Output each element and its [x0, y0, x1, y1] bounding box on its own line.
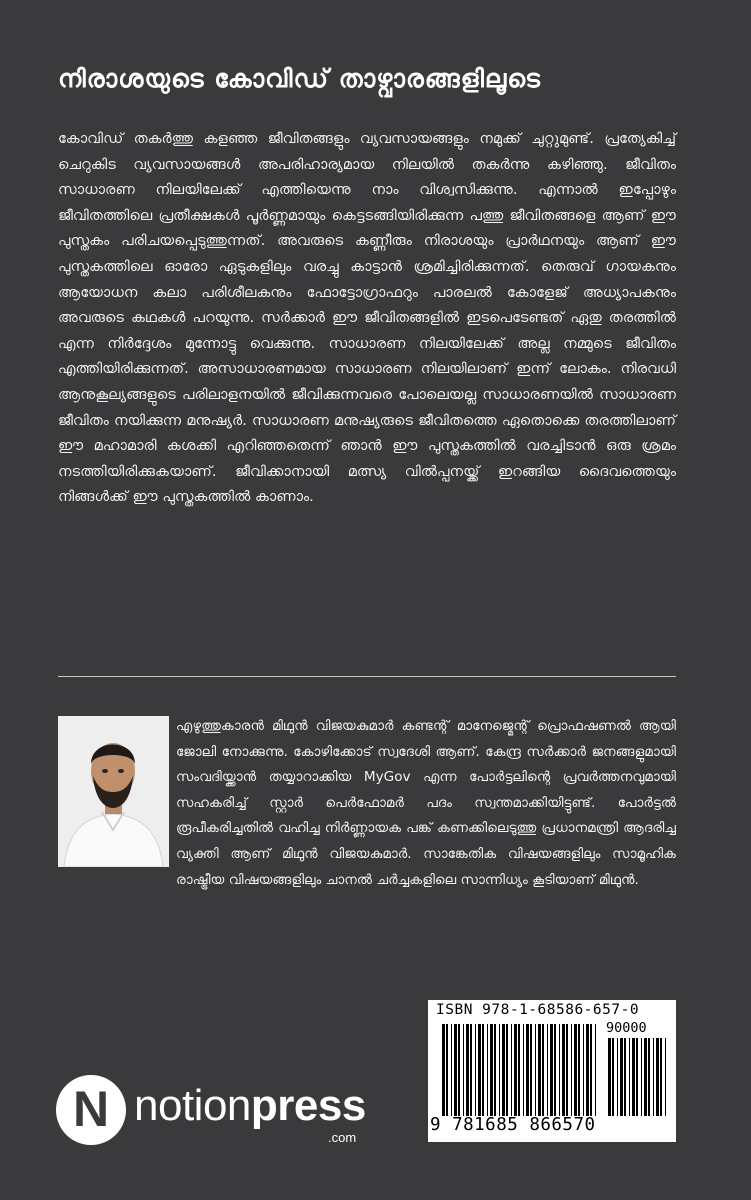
publisher-name: [134, 1081, 366, 1131]
book-title: നിരാശയുടെ കോവിഡ് താഴ്വാരങ്ങളിലൂടെ: [58, 64, 541, 93]
notionpress-n-icon: [56, 1075, 126, 1145]
author-portrait-icon: [58, 716, 169, 867]
publisher-domain: .com: [328, 1130, 357, 1145]
isbn-label: ISBN 978-1-68586-657-0: [436, 1002, 640, 1018]
author-photo: [58, 716, 169, 867]
book-description: കോവിഡ് തകർത്തു കളഞ്ഞ ജീവിതങ്ങളും വ്യവസായങ്ങളും നമുക്ക് ചുറ്റുമുണ്ട്. പ്രത്യേകിച്ച് ചെറുകിട വ്യവസായങ്ങൾ അപരിഹാര്യമായ നിലയിൽ തകർന്നു കഴിഞ്ഞു. ജീവിതം സാധാരണ നിലയിലേക്ക് എത്തിയെന്നു നാം വിശ്വസിക്കുന്നു. എന്നാൽ ഇപ്പോഴും ജീവിതത്തിലെ പ്രതീക്ഷകൾ പൂർണ്ണമായും കെട്ടടങ്ങിയിരിക്കുന്ന പത്തു ജീവിതങ്ങളെ ആണ് ഈ പുസ്തകം പരിചയപ്പെടുത്തുന്നത്. അവരുടെ കണ്ണീരും നിരാശയും പ്രാർഥനയും ആണ് ഈ പുസ്തകത്തിലെ ഓരോ ഏടുകളിലും വരച്ചു കാട്ടാൻ ശ്രമിച്ചിരിക്കുന്നത്. തെരുവ് ഗായകനും ആയോധന കലാ പരിശീലകനും ഫോട്ടോഗ്രാഫറും പാരലൽ കോളേജ് അധ്യാപകനും അവരുടെ കഥകൾ പറയുന്നു. സർക്കാർ ഈ ജീവിതങ്ങളിൽ ഇടപെടേണ്ടത് ഏതു തരത്തിൽ എന്ന നിർദ്ദേശം മുന്നോട്ടു വെക്കുന്നു. സാധാരണ നിലയിലേക്ക് അല്ല നമ്മുടെ ജീവിതം എത്തിയിരിക്കുന്നത്. അസാധാരണമായ സാധാരണ നിലയിലാണ് ഇന്ന് ലോകം. നിരവധി ആനുകൂല്യങ്ങളുടെ പരിലാളനയിൽ ജീവിക്കുന്നവരെ പോലെയല്ല സാധാരണയിൽ സാധാരണ ജീവിതം നയിക്കുന്ന മനുഷ്യർ. സാധാരണ മനുഷ്യരുടെ ജീവിതത്തെ ഏതൊക്കെ തരത്തിലാണ് ഈ മഹാമാരി കശക്കി എറിഞ്ഞതെന്ന് ഞാൻ ഈ പുസ്തകത്തിൽ വരച്ചിടാൻ ഒരു ശ്രമം നടത്തിയിരിക്കുകയാണ്. ജീവിക്കാനായി മത്സ്യ വിൽപ്പനയ്ക്ക് ഇറങ്ങിയ ദൈവത്തെയും നിങ്ങൾക്ക് ഈ പുസ്തകത്തിൽ കാണാം.: [58, 130, 676, 506]
section-divider: [58, 676, 676, 677]
price-addon-number: 90000: [606, 1020, 647, 1036]
publisher-name-light: notion: [134, 1081, 251, 1130]
publisher-name-bold: press: [250, 1081, 366, 1130]
ean-digits: 9 781685 866570: [430, 1115, 596, 1135]
author-bio: എഴുത്തുകാരൻ മിഥുൻ വിജയകുമാർ കണ്ടന്റ് മാനേജ്മെന്റ് പ്രൊഫഷണൽ ആയി ജോലി നോക്കുന്നു. കോഴിക്കോട് സ്വദേശി ആണ്. കേന്ദ്ര സർക്കാർ ജനങ്ങളുമായി സംവദിയ്ക്കാൻ തയ്യാറാക്കിയ MyGov എന്ന പോർട്ടലിന്റെ പ്രവർത്തനവുമായി സഹകരിച്ച് സ്റ്റാർ പെർഫോമർ പദം സ്വന്തമാക്കിയിട്ടുണ്ട്. പോർട്ടൽ രൂപീകരിച്ചതിൽ വഹിച്ച നിർണ്ണായക പങ്ക് കണക്കിലെടുത്തു പ്രധാനമന്ത്രി ആദരിച്ച വ്യക്തി ആണ് മിഥുൻ വിജയകുമാർ. സാങ്കേതിക വിഷയങ്ങളിലും സാമൂഹിക രാഷ്ട്രീയ വിഷയങ്ങളിലും ചാനൽ ചർച്ചകളിലെ സാന്നിധ്യം കൂടിയാണ് മിഥുൻ.: [176, 718, 676, 888]
publisher-logo: [56, 1075, 376, 1145]
isbn-barcode: [428, 1000, 676, 1142]
logo-letter: N: [72, 1081, 110, 1137]
